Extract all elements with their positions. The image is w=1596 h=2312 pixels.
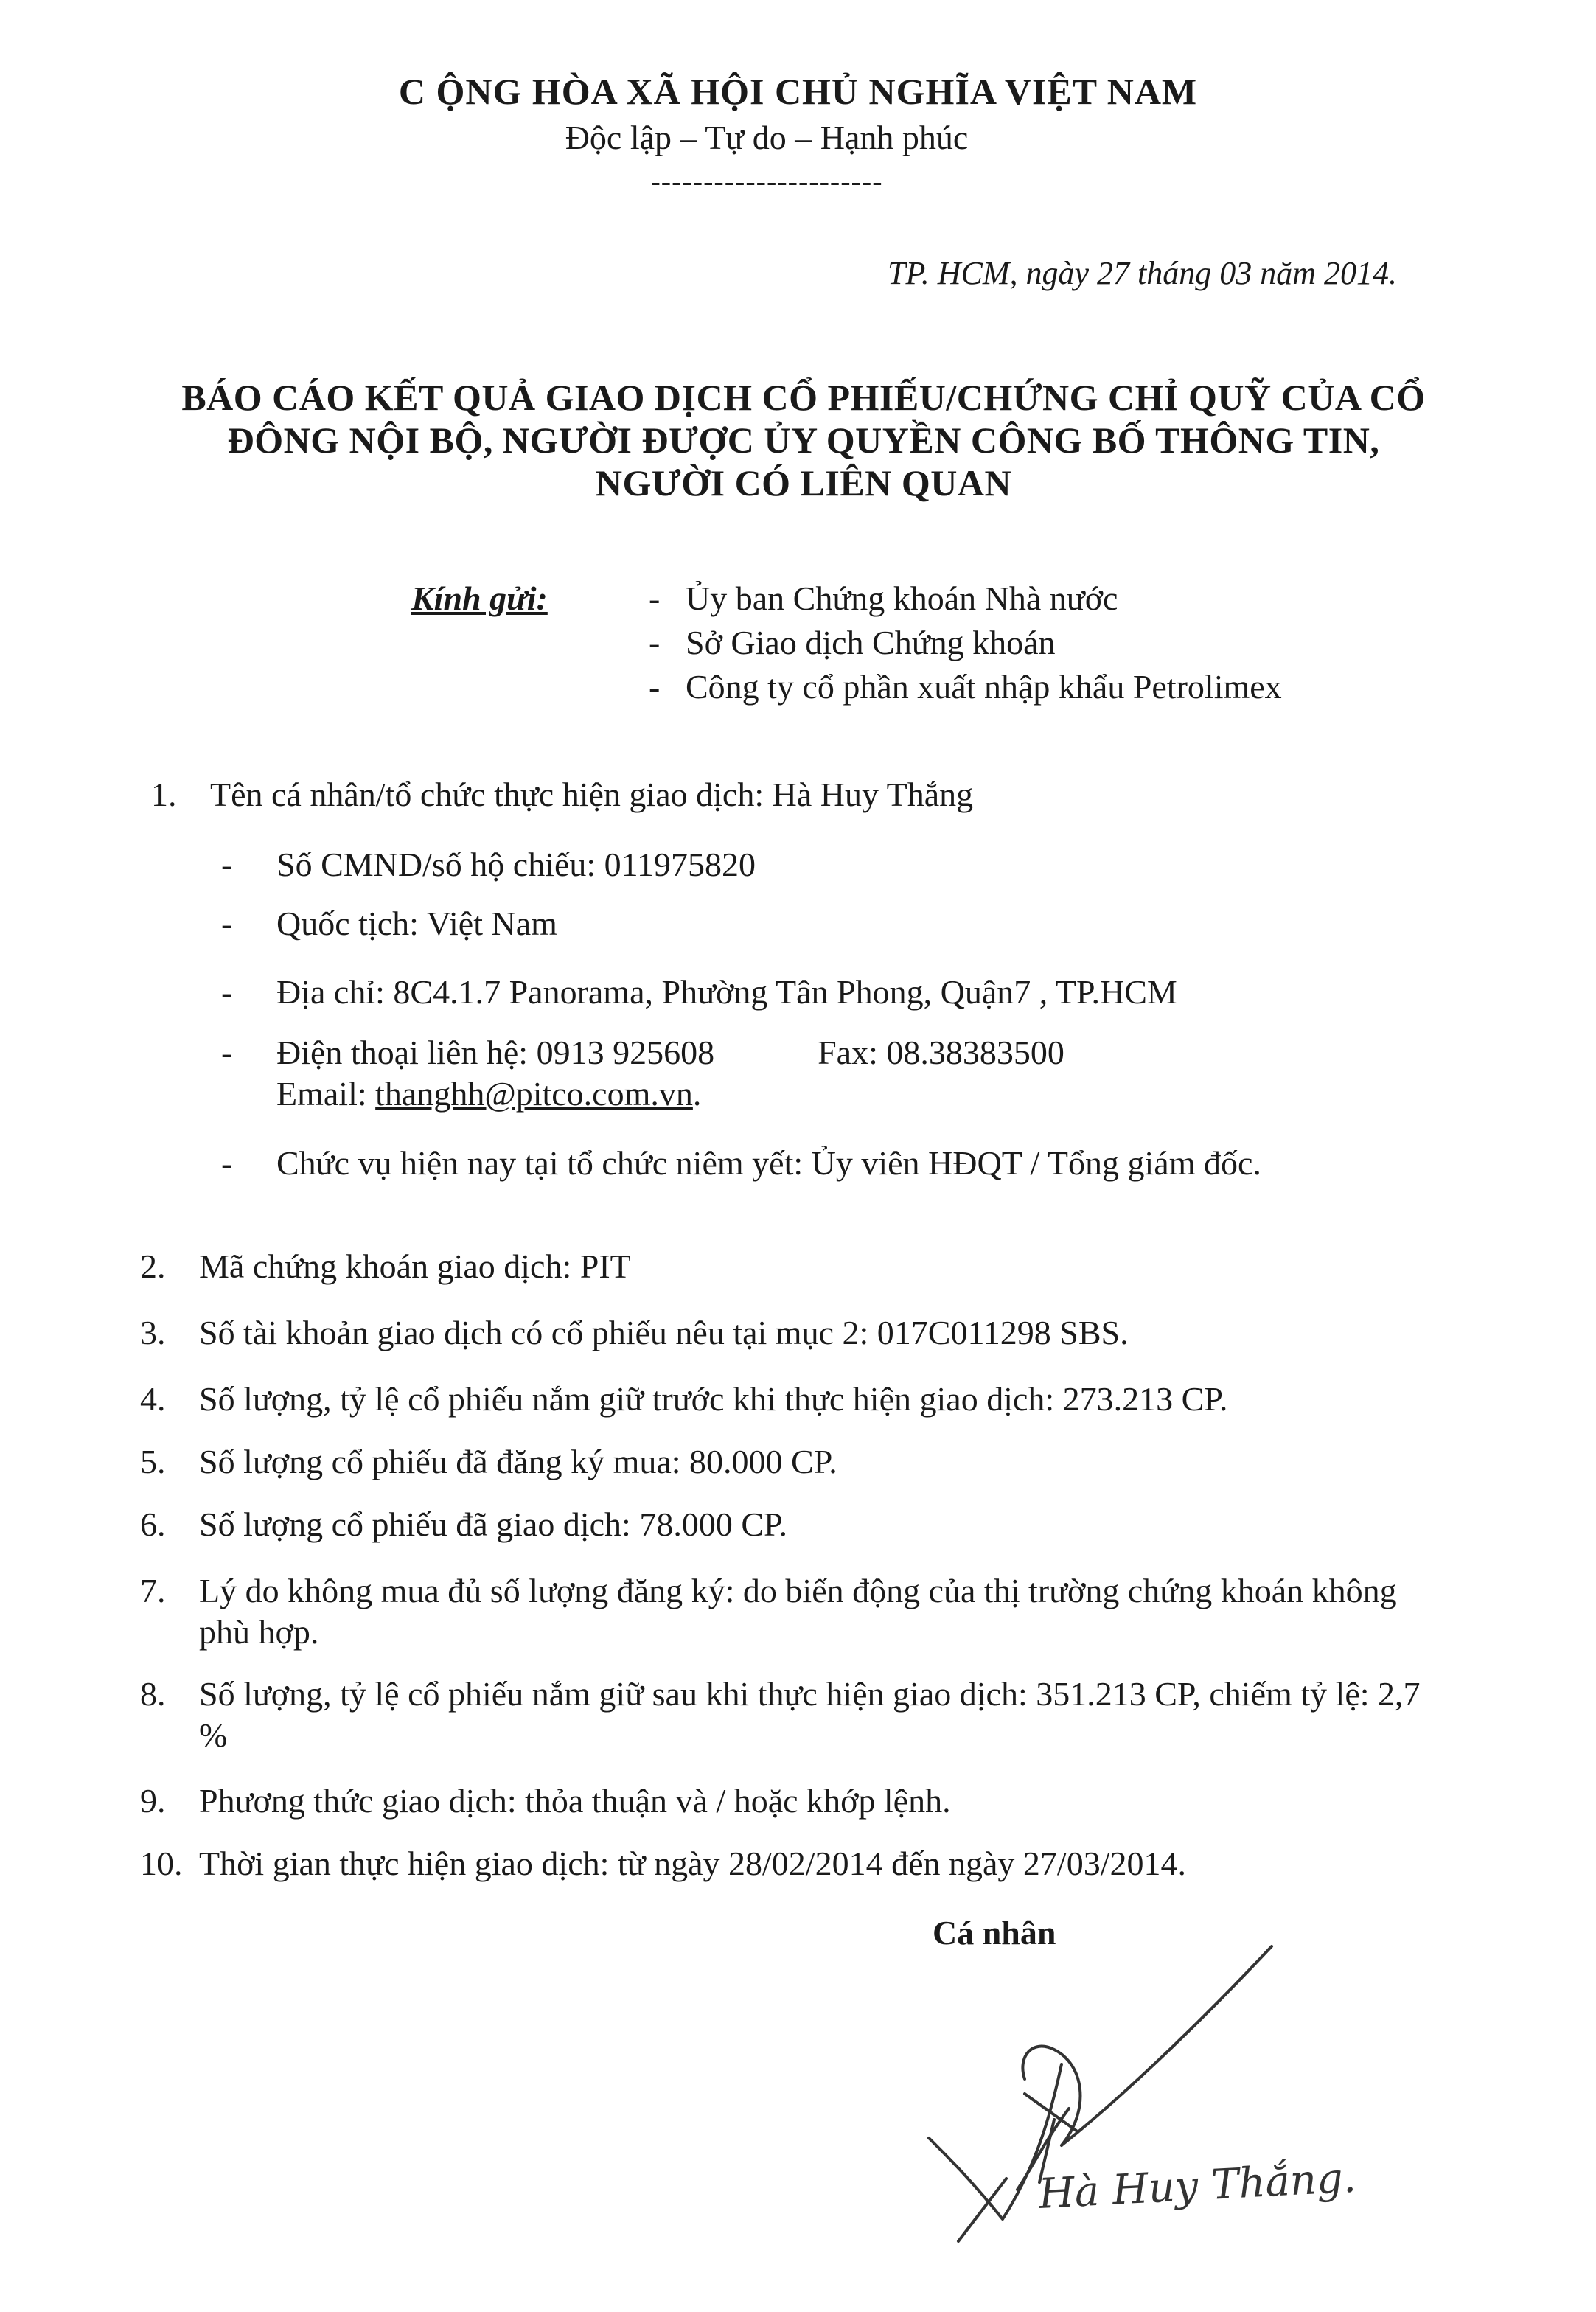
list-item: 10. Thời gian thực hiện giao dịch: từ ngày 28/02/2014 đến ngày 27/03/2014. <box>140 1845 1186 1882</box>
national-motto: Độc lập – Tự do – Hạnh phúc <box>565 119 969 156</box>
list-item: 6. Số lượng cổ phiếu đã giao dịch: 78.000 CP. <box>140 1505 787 1543</box>
recipients-label: Kính gửi: <box>411 579 548 617</box>
fax-number: Fax: 08.38383500 <box>818 1034 1064 1071</box>
header-divider: ---------------------- <box>650 164 883 198</box>
national-title: C ỘNG HÒA XÃ HỘI CHỦ NGHĨA VIỆT NAM <box>398 71 1198 112</box>
report-title-line-3: NGƯỜI CÓ LIÊN QUAN <box>595 462 1012 504</box>
handwritten-signature <box>870 1873 1430 2256</box>
recipient-item: - Ủy ban Chứng khoán Nhà nước <box>649 579 1118 617</box>
report-title-line-1: BÁO CÁO KẾT QUẢ GIAO DỊCH CỔ PHIẾU/CHỨNG CHỈ QUỸ CỦA CỔ <box>181 377 1426 418</box>
handwritten-name: Hà Huy Thắng. <box>1037 2153 1358 2218</box>
list-item: 3. Số tài khoản giao dịch có cổ phiếu nêu tại mục 2: 017C011298 SBS. <box>140 1314 1129 1351</box>
list-item: 1. Tên cá nhân/tổ chức thực hiện giao dịch: Hà Huy Thắng <box>151 776 974 813</box>
list-item: 4. Số lượng, tỷ lệ cổ phiếu nắm giữ trước khi thực hiện giao dịch: 273.213 CP. <box>140 1380 1228 1418</box>
detail-contact: - Điện thoại liên hệ: 0913 925608 Fax: 08.38383500 Email: thanghh@pitco.com.vn. <box>221 1034 1064 1113</box>
signature-label: Cá nhân <box>933 1914 1056 1951</box>
detail-id-number: - Số CMND/số hộ chiếu: 011975820 <box>221 846 756 883</box>
report-title <box>66 376 1541 504</box>
report-title-line-2: ĐÔNG NỘI BỘ, NGƯỜI ĐƯỢC ỦY QUYỀN CÔNG BỐ THÔNG TIN, <box>227 419 1380 461</box>
list-item: 8. Số lượng, tỷ lệ cổ phiếu nắm giữ sau khi thực hiện giao dịch: 351.213 CP, chiếm tỷ lệ: 2,7 % <box>140 1675 1421 1754</box>
detail-address: - Địa chỉ: 8C4.1.7 Panorama, Phường Tân Phong, Quận7 , TP.HCM <box>221 973 1177 1011</box>
detail-nationality: - Quốc tịch: Việt Nam <box>221 905 557 942</box>
detail-position: - Chức vụ hiện nay tại tổ chức niêm yết: Ủy viên HĐQT / Tổng giám đốc. <box>221 1144 1261 1182</box>
phone-number: Điện thoại liên hệ: 0913 925608 <box>276 1034 715 1071</box>
list-item: 2. Mã chứng khoán giao dịch: PIT <box>140 1247 631 1285</box>
date-line: TP. HCM, ngày 27 tháng 03 năm 2014. <box>888 255 1397 291</box>
list-item: 5. Số lượng cổ phiếu đã đăng ký mua: 80.000 CP. <box>140 1443 837 1480</box>
recipient-item: - Sở Giao dịch Chứng khoán <box>649 624 1056 661</box>
list-item: 7. Lý do không mua đủ số lượng đăng ký: do biến động của thị trường chứng khoán không phù hợp. <box>140 1572 1397 1651</box>
recipient-item: - Công ty cổ phần xuất nhập khẩu Petrolimex <box>649 668 1282 706</box>
email-link[interactable]: thanghh@pitco.com.vn <box>375 1075 693 1113</box>
list-item: 9. Phương thức giao dịch: thỏa thuận và / hoặc khớp lệnh. <box>140 1782 951 1820</box>
